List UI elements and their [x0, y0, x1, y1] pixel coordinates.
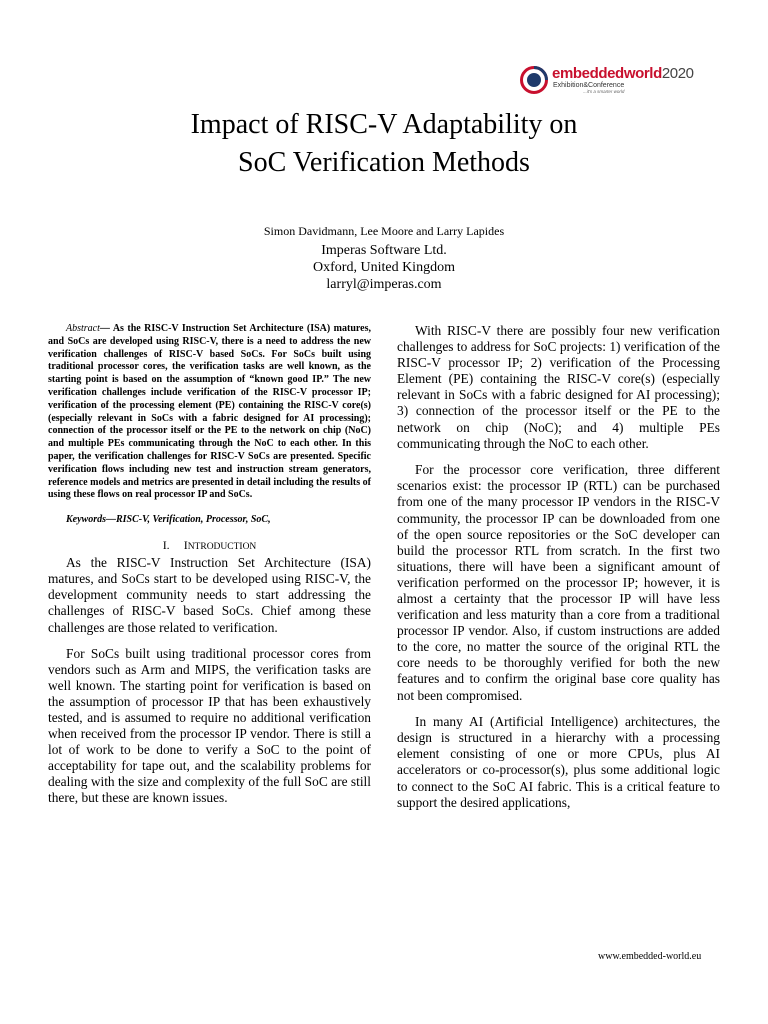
right-paragraph-2: For the processor core verification, three different scenarios exist: the processor IP (RTL) can be purchased from one of the many processor IP vendors in the RISC-V community, the processor IP can be downloaded from one of the open source repositories or the SoC developer can build the processor RTL from scratch. In the first two situations, there will have been a significant amount of verification performed on the processor IP; however, it is almost a certainty that the processor IP will have less verification and less maturity than a core from a traditional processor IP vendor. Also, if custom instructions are added to the core, no matter the source of the original RTL the core needs to be thoroughly verified for both the new features and to confirm the original base core quality has not been compromised.: [397, 462, 720, 703]
left-column: [48, 323, 371, 817]
section-number: I.: [162, 538, 170, 553]
left-paragraph-2: For SoCs built using traditional processor cores from vendors such as Arm and MIPS, the verification tasks are well known. The starting point for verification is based on the assumption of processor IP that has been exhaustively tested, and is assumed to require no additional verification when received from the processor IP vendor. There is still a lot of work to be done to verify a SoC to the point of acceptability for tape out, and the scalability problems for dealing with the size and complexity of the full SoC are still there, but these are known issues.: [48, 645, 371, 806]
affiliation-location: Oxford, United Kingdom: [313, 260, 455, 275]
right-column: [397, 323, 720, 821]
paper-title: [0, 106, 768, 182]
logo-year: 2020: [661, 65, 694, 82]
paper-title-line2: SoC Verification Methods: [238, 147, 530, 178]
logo-tagline: ...it's a smarter world: [583, 89, 625, 94]
right-paragraph-3: In many AI (Artificial Intelligence) architectures, the design is structured in a hierarchy with a processing element consisting of one or more CPUs, plus AI accelerators or co-processor(s), plus some additional logic to connect to the SoC AI fabric. This is a critical feature to support the desired applications,: [397, 714, 720, 810]
keywords: Keywords—RISC-V, Verification, Processor, SoC,: [66, 514, 271, 526]
paper-title-line1: Impact of RISC-V Adaptability on: [190, 109, 578, 140]
logo-wordmark: [552, 66, 694, 82]
section-title-rest: NTRODUCTION: [187, 542, 257, 553]
affiliation: [0, 242, 768, 293]
abstract-dash: —: [99, 323, 113, 334]
section-title: [184, 538, 257, 552]
right-paragraph-1: With RISC-V there are possibly four new verification challenges to address for SoC projects: 1) verification of the RISC-V processor IP; 2) verification of the Processing Element (PE) containing the RISC-V core(s) (especially relevant in SoCs with a fabric designed for AI processing); 3) connection of the processor itself or the PE to the network on chip (NoC); and 4) multiple PEs communicating through the NoC to each other.: [397, 323, 720, 451]
embedded-world-logo: [520, 64, 710, 98]
abstract: [48, 323, 371, 502]
paper-authors: Simon Davidmann, Lee Moore and Larry Lapides: [263, 224, 505, 238]
logo-name-part1: embedded: [552, 65, 624, 82]
abstract-text: As the RISC-V Instruction Set Architecture (ISA) matures, and SoCs are developed using RISC-V, there is a need to address the new verification challenges of RISC-V based SoCs. For SoCs built using traditional processor cores, the verification tasks are well known, as the starting point is based on the assumption of “known good IP.” The new verification challenges include verification of the RISC-V processor IP; verification of the processing element (PE) containing the RISC-V core(s) (especially relevant in SoCs with a fabric designed for AI processing); connection of the processor itself or the PE to the network on chip (NoC) and multiple PEs communicating through the NoC to each other. In this paper, the verification challenges for RISC-V SoCs are presented. Specific verification flows including new test and instruction stream generators, reference models and metrics are presented in detail including the results of using these flows on real processor IP and SoCs.: [48, 323, 371, 501]
affiliation-org: Imperas Software Ltd.: [321, 243, 447, 258]
affiliation-email: larryl@imperas.com: [326, 277, 442, 292]
section-heading-introduction: [48, 538, 371, 555]
left-paragraph-1: As the RISC-V Instruction Set Architecture (ISA) matures, and SoCs start to be developed using RISC-V, the development community needs to start addressing the challenges of RISC-V based SoCs. Chief among these challenges are those related to verification.: [48, 555, 371, 635]
logo-name-part2: world: [623, 65, 662, 82]
logo-subtitle: Exhibition&Conference: [553, 82, 625, 89]
section-title-initial: I: [183, 538, 188, 553]
logo-mark-icon: [520, 66, 548, 94]
abstract-label: Abstract: [66, 323, 100, 334]
footer-url: www.embedded-world.eu: [598, 951, 702, 962]
